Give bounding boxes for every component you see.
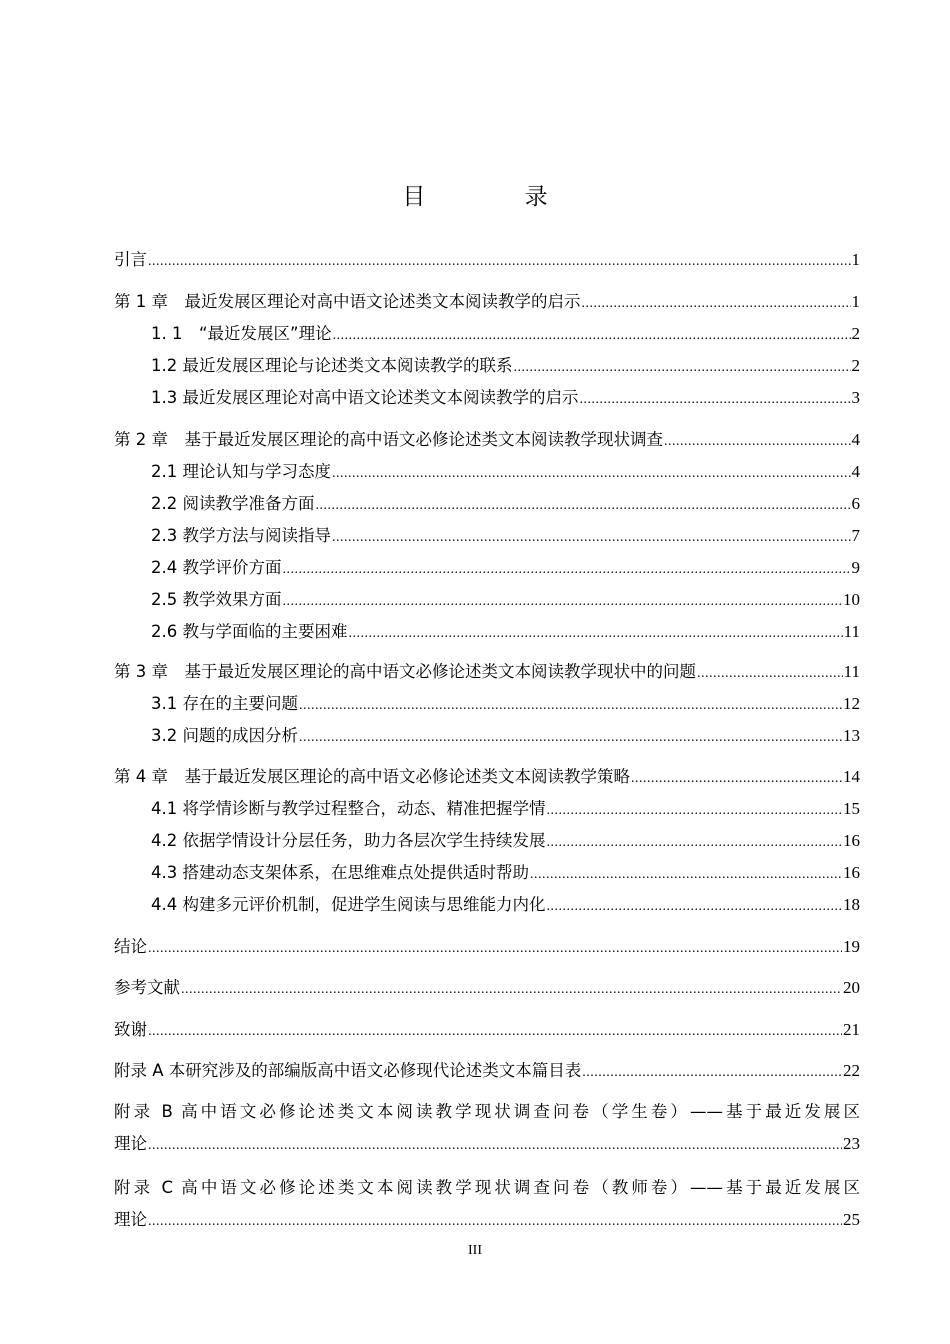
toc-leader-dots bbox=[349, 622, 843, 646]
toc-entry-label: 结论 bbox=[114, 937, 147, 956]
toc-entry-label: 第 3 章 基于最近发展区理论的高中语文必修论述类文本阅读教学现状中的问题 bbox=[114, 662, 696, 681]
toc-section-entry[interactable] bbox=[151, 524, 860, 548]
toc-page-number: 16 bbox=[843, 863, 860, 882]
toc-leader-dots bbox=[283, 558, 851, 582]
toc-page-number: 6 bbox=[851, 494, 860, 513]
toc-section-entry[interactable] bbox=[151, 692, 860, 716]
toc-leader-dots bbox=[580, 388, 851, 412]
toc-entry-label: 2.4 教学评价方面 bbox=[151, 558, 282, 577]
toc-page-number: 10 bbox=[843, 590, 860, 609]
toc-entry-label: 2.2 阅读教学准备方面 bbox=[151, 494, 315, 513]
toc-entry-label: 参考文献 bbox=[114, 978, 180, 997]
toc-section-entry[interactable] bbox=[151, 797, 860, 821]
toc-entry-label: 2.5 教学效果方面 bbox=[151, 590, 282, 609]
toc-page-number: 11 bbox=[843, 662, 860, 681]
toc-page-number: 16 bbox=[843, 831, 860, 850]
toc-page-number: 19 bbox=[843, 937, 860, 956]
toc-entry-label: 3.2 问题的成因分析 bbox=[151, 726, 298, 745]
toc-leader-dots bbox=[530, 863, 842, 887]
toc-section-entry[interactable] bbox=[151, 354, 860, 378]
toc-leader-dots bbox=[514, 356, 851, 380]
toc-leader-dots bbox=[333, 324, 851, 348]
toc-leader-dots bbox=[148, 1020, 842, 1044]
toc-entry-label: 1.3 最近发展区理论对高中语文论述类文本阅读教学的启示 bbox=[151, 388, 579, 407]
toc-entry-label: 理论 bbox=[114, 1134, 147, 1153]
toc-leader-dots bbox=[582, 292, 851, 316]
toc-leader-dots bbox=[316, 494, 851, 518]
toc-appendix-entry-line1[interactable]: 附录 C 高中语文必修论述类文本阅读教学现状调查问卷（教师卷）——基于最近发展区 bbox=[114, 1178, 860, 1197]
toc-leader-dots bbox=[181, 978, 842, 1002]
toc-chapter-entry[interactable] bbox=[114, 976, 860, 1000]
toc-section-entry[interactable] bbox=[151, 386, 860, 410]
toc-page-number: 7 bbox=[851, 526, 860, 545]
toc-page-number: 9 bbox=[851, 558, 860, 577]
toc-chapter-entry[interactable] bbox=[114, 765, 860, 789]
toc-title: 目 录 bbox=[402, 184, 594, 210]
toc-entry-label: 理论 bbox=[114, 1210, 147, 1229]
toc-leader-dots bbox=[631, 767, 842, 791]
toc-leader-dots bbox=[148, 1134, 842, 1158]
toc-page-number: 20 bbox=[843, 978, 860, 997]
toc-leader-dots bbox=[332, 462, 851, 486]
toc-page-number: 11 bbox=[843, 622, 860, 641]
toc-page-number: 18 bbox=[843, 895, 860, 914]
toc-chapter-entry[interactable] bbox=[114, 1018, 860, 1042]
toc-page-number: 23 bbox=[843, 1134, 860, 1153]
toc-section-entry[interactable] bbox=[151, 620, 860, 644]
toc-chapter-entry[interactable] bbox=[114, 428, 860, 452]
toc-entry-label: 引言 bbox=[114, 250, 147, 269]
toc-page-number: 15 bbox=[843, 799, 860, 818]
toc-appendix-entry-line2[interactable] bbox=[114, 1208, 860, 1232]
toc-chapter-entry[interactable] bbox=[114, 1059, 860, 1083]
toc-page-number: 25 bbox=[843, 1210, 860, 1229]
toc-entry-label: 致谢 bbox=[114, 1020, 147, 1039]
toc-page-number: 21 bbox=[843, 1020, 860, 1039]
toc-page-number: 4 bbox=[851, 430, 860, 449]
toc-page-number: 1 bbox=[851, 250, 860, 269]
toc-leader-dots bbox=[283, 590, 843, 614]
toc-section-entry[interactable] bbox=[151, 724, 860, 748]
toc-entry-label: 第 4 章 基于最近发展区理论的高中语文必修论述类文本阅读教学策略 bbox=[114, 767, 630, 786]
toc-leader-dots bbox=[547, 831, 843, 855]
toc-leader-dots bbox=[547, 895, 843, 919]
toc-leader-dots bbox=[148, 937, 842, 961]
toc-page-number: 2 bbox=[851, 324, 860, 343]
toc-section-entry[interactable] bbox=[151, 460, 860, 484]
toc-leader-dots bbox=[299, 694, 842, 718]
toc-entry-label: 4.3 搭建动态支架体系，在思维难点处提供适时帮助 bbox=[151, 863, 529, 882]
toc-page-number: 1 bbox=[851, 292, 860, 311]
toc-section-entry[interactable] bbox=[151, 556, 860, 580]
toc-appendix-entry-line2[interactable] bbox=[114, 1132, 860, 1156]
toc-entry-label: 3.1 存在的主要问题 bbox=[151, 694, 298, 713]
toc-entry-label: 2.6 教与学面临的主要困难 bbox=[151, 622, 348, 641]
toc-section-entry[interactable] bbox=[151, 588, 860, 612]
toc-page-number: 12 bbox=[843, 694, 860, 713]
toc-page-number: 3 bbox=[851, 388, 860, 407]
toc-entry-label: 4.2 依据学情设计分层任务，助力各层次学生持续发展 bbox=[151, 831, 546, 850]
toc-section-entry[interactable] bbox=[151, 861, 860, 885]
toc-page-number: 13 bbox=[843, 726, 860, 745]
toc-appendix-entry-line1[interactable]: 附录 B 高中语文必修论述类文本阅读教学现状调查问卷（学生卷）——基于最近发展区 bbox=[114, 1102, 860, 1121]
toc-chapter-entry[interactable] bbox=[114, 290, 860, 314]
toc-section-entry[interactable] bbox=[151, 492, 860, 516]
toc-leader-dots bbox=[332, 526, 851, 550]
toc-entry-label: 4.1 将学情诊断与教学过程整合，动态、精准把握学情 bbox=[151, 799, 546, 818]
toc-section-entry[interactable] bbox=[151, 829, 860, 853]
page-number-footer: III bbox=[468, 1243, 482, 1258]
toc-chapter-entry[interactable] bbox=[114, 935, 860, 959]
toc-entry-label: 附录 A 本研究涉及的部编版高中语文必修现代论述类文本篇目表 bbox=[114, 1061, 582, 1080]
toc-entry-label: 第 2 章 基于最近发展区理论的高中语文必修论述类文本阅读教学现状调查 bbox=[114, 430, 663, 449]
toc-entry-label: 2.1 理论认知与学习态度 bbox=[151, 462, 331, 481]
toc-leader-dots bbox=[148, 250, 851, 274]
toc-chapter-entry[interactable] bbox=[114, 660, 860, 684]
toc-entry-label: 第 1 章 最近发展区理论对高中语文论述类文本阅读教学的启示 bbox=[114, 292, 581, 311]
toc-leader-dots bbox=[299, 726, 842, 750]
toc-entry-label: 1.2 最近发展区理论与论述类文本阅读教学的联系 bbox=[151, 356, 513, 375]
toc-page-number: 22 bbox=[843, 1061, 860, 1080]
toc-section-entry[interactable] bbox=[151, 893, 860, 917]
toc-page-number: 2 bbox=[851, 356, 860, 375]
toc-entry-label: 2.3 教学方法与阅读指导 bbox=[151, 526, 331, 545]
toc-chapter-entry[interactable] bbox=[114, 248, 860, 272]
toc-leader-dots bbox=[664, 430, 851, 454]
toc-leader-dots bbox=[697, 662, 843, 686]
toc-page-number: 14 bbox=[843, 767, 860, 786]
toc-leader-dots bbox=[547, 799, 843, 823]
toc-page-number: 4 bbox=[851, 462, 860, 481]
toc-leader-dots bbox=[582, 1061, 842, 1085]
toc-leader-dots bbox=[148, 1210, 842, 1234]
toc-section-entry[interactable] bbox=[151, 322, 860, 346]
toc-entry-label: 4.4 构建多元评价机制，促进学生阅读与思维能力内化 bbox=[151, 895, 546, 914]
toc-entry-label: 1. 1 “最近发展区”理论 bbox=[151, 324, 332, 343]
